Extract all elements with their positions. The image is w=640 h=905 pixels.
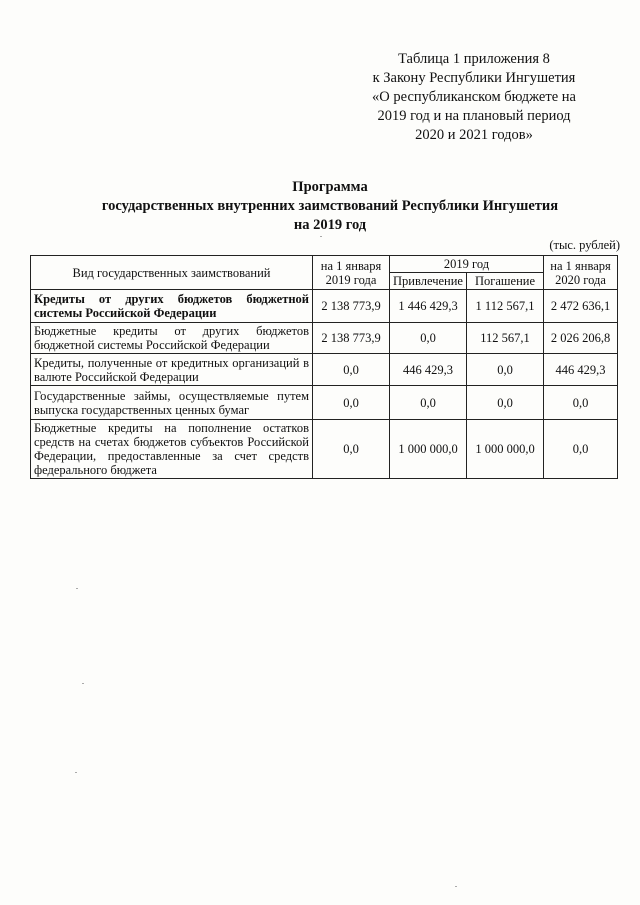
annex-line: 2019 год и на плановый период <box>377 108 571 124</box>
title-line: на 2019 год <box>293 217 367 233</box>
scan-speck <box>75 772 77 773</box>
annex-line: к Закону Республики Ингушетия <box>372 70 576 86</box>
row-repayment: 0,0 <box>467 354 544 386</box>
row-jan2020: 2 472 636,1 <box>544 290 618 323</box>
header-year2019: 2019 год <box>390 256 544 273</box>
row-jan2019: 0,0 <box>313 420 390 479</box>
row-repayment: 0,0 <box>467 386 544 420</box>
scan-speck <box>320 236 322 237</box>
row-repayment: 1 112 567,1 <box>467 290 544 323</box>
annex-line: 2020 и 2021 годов» <box>415 127 533 143</box>
row-jan2020: 0,0 <box>544 420 618 479</box>
table-row <box>31 290 618 323</box>
row-jan2020: 446 429,3 <box>544 354 618 386</box>
header-type: Вид государственных заимствований <box>31 256 313 290</box>
units-label: (тыс. рублей) <box>549 238 620 252</box>
header-jan2019: на 1 января 2019 года <box>313 256 390 290</box>
table-row <box>31 323 618 354</box>
annex-line: Таблица 1 приложения 8 <box>398 51 550 67</box>
borrowings-table <box>30 255 618 479</box>
scan-speck <box>455 886 457 887</box>
row-attraction: 0,0 <box>390 323 467 354</box>
row-name: Кредиты, полученные от кредитных организаций в валюте Российской Федерации <box>31 354 313 386</box>
title-line: государственных внутренних заимствований Республики Ингушетия <box>101 198 559 214</box>
row-name: Кредиты от других бюджетов бюджетной системы Российской Федерации <box>31 290 313 323</box>
header-jan2020: на 1 января 2020 года <box>544 256 618 290</box>
row-jan2020: 0,0 <box>544 386 618 420</box>
row-attraction: 1 446 429,3 <box>390 290 467 323</box>
document-title <box>60 178 600 235</box>
row-jan2019: 0,0 <box>313 386 390 420</box>
table-row <box>31 386 618 420</box>
row-attraction: 446 429,3 <box>390 354 467 386</box>
row-name: Бюджетные кредиты от других бюджетов бюджетной системы Российской Федерации <box>31 323 313 354</box>
title-line: Программа <box>292 179 368 195</box>
header-repayment: Погашение <box>467 273 544 290</box>
table-row <box>31 420 618 479</box>
scan-speck <box>82 683 84 684</box>
row-jan2019: 2 138 773,9 <box>313 290 390 323</box>
row-jan2019: 2 138 773,9 <box>313 323 390 354</box>
scan-speck <box>76 588 78 589</box>
row-jan2019: 0,0 <box>313 354 390 386</box>
table-row <box>31 354 618 386</box>
annex-reference <box>360 50 588 145</box>
row-attraction: 0,0 <box>390 386 467 420</box>
row-name: Бюджетные кредиты на пополнение остатков средств на счетах бюджетов субъектов Российской Федерации, предоставленные за счет средств федерального бюджета <box>31 420 313 479</box>
row-name: Государственные займы, осуществляемые путем выпуска государственных ценных бумаг <box>31 386 313 420</box>
row-attraction: 1 000 000,0 <box>390 420 467 479</box>
header-attraction: Привлечение <box>390 273 467 290</box>
annex-line: «О республиканском бюджете на <box>372 89 576 105</box>
row-repayment: 1 000 000,0 <box>467 420 544 479</box>
row-jan2020: 2 026 206,8 <box>544 323 618 354</box>
row-repayment: 112 567,1 <box>467 323 544 354</box>
